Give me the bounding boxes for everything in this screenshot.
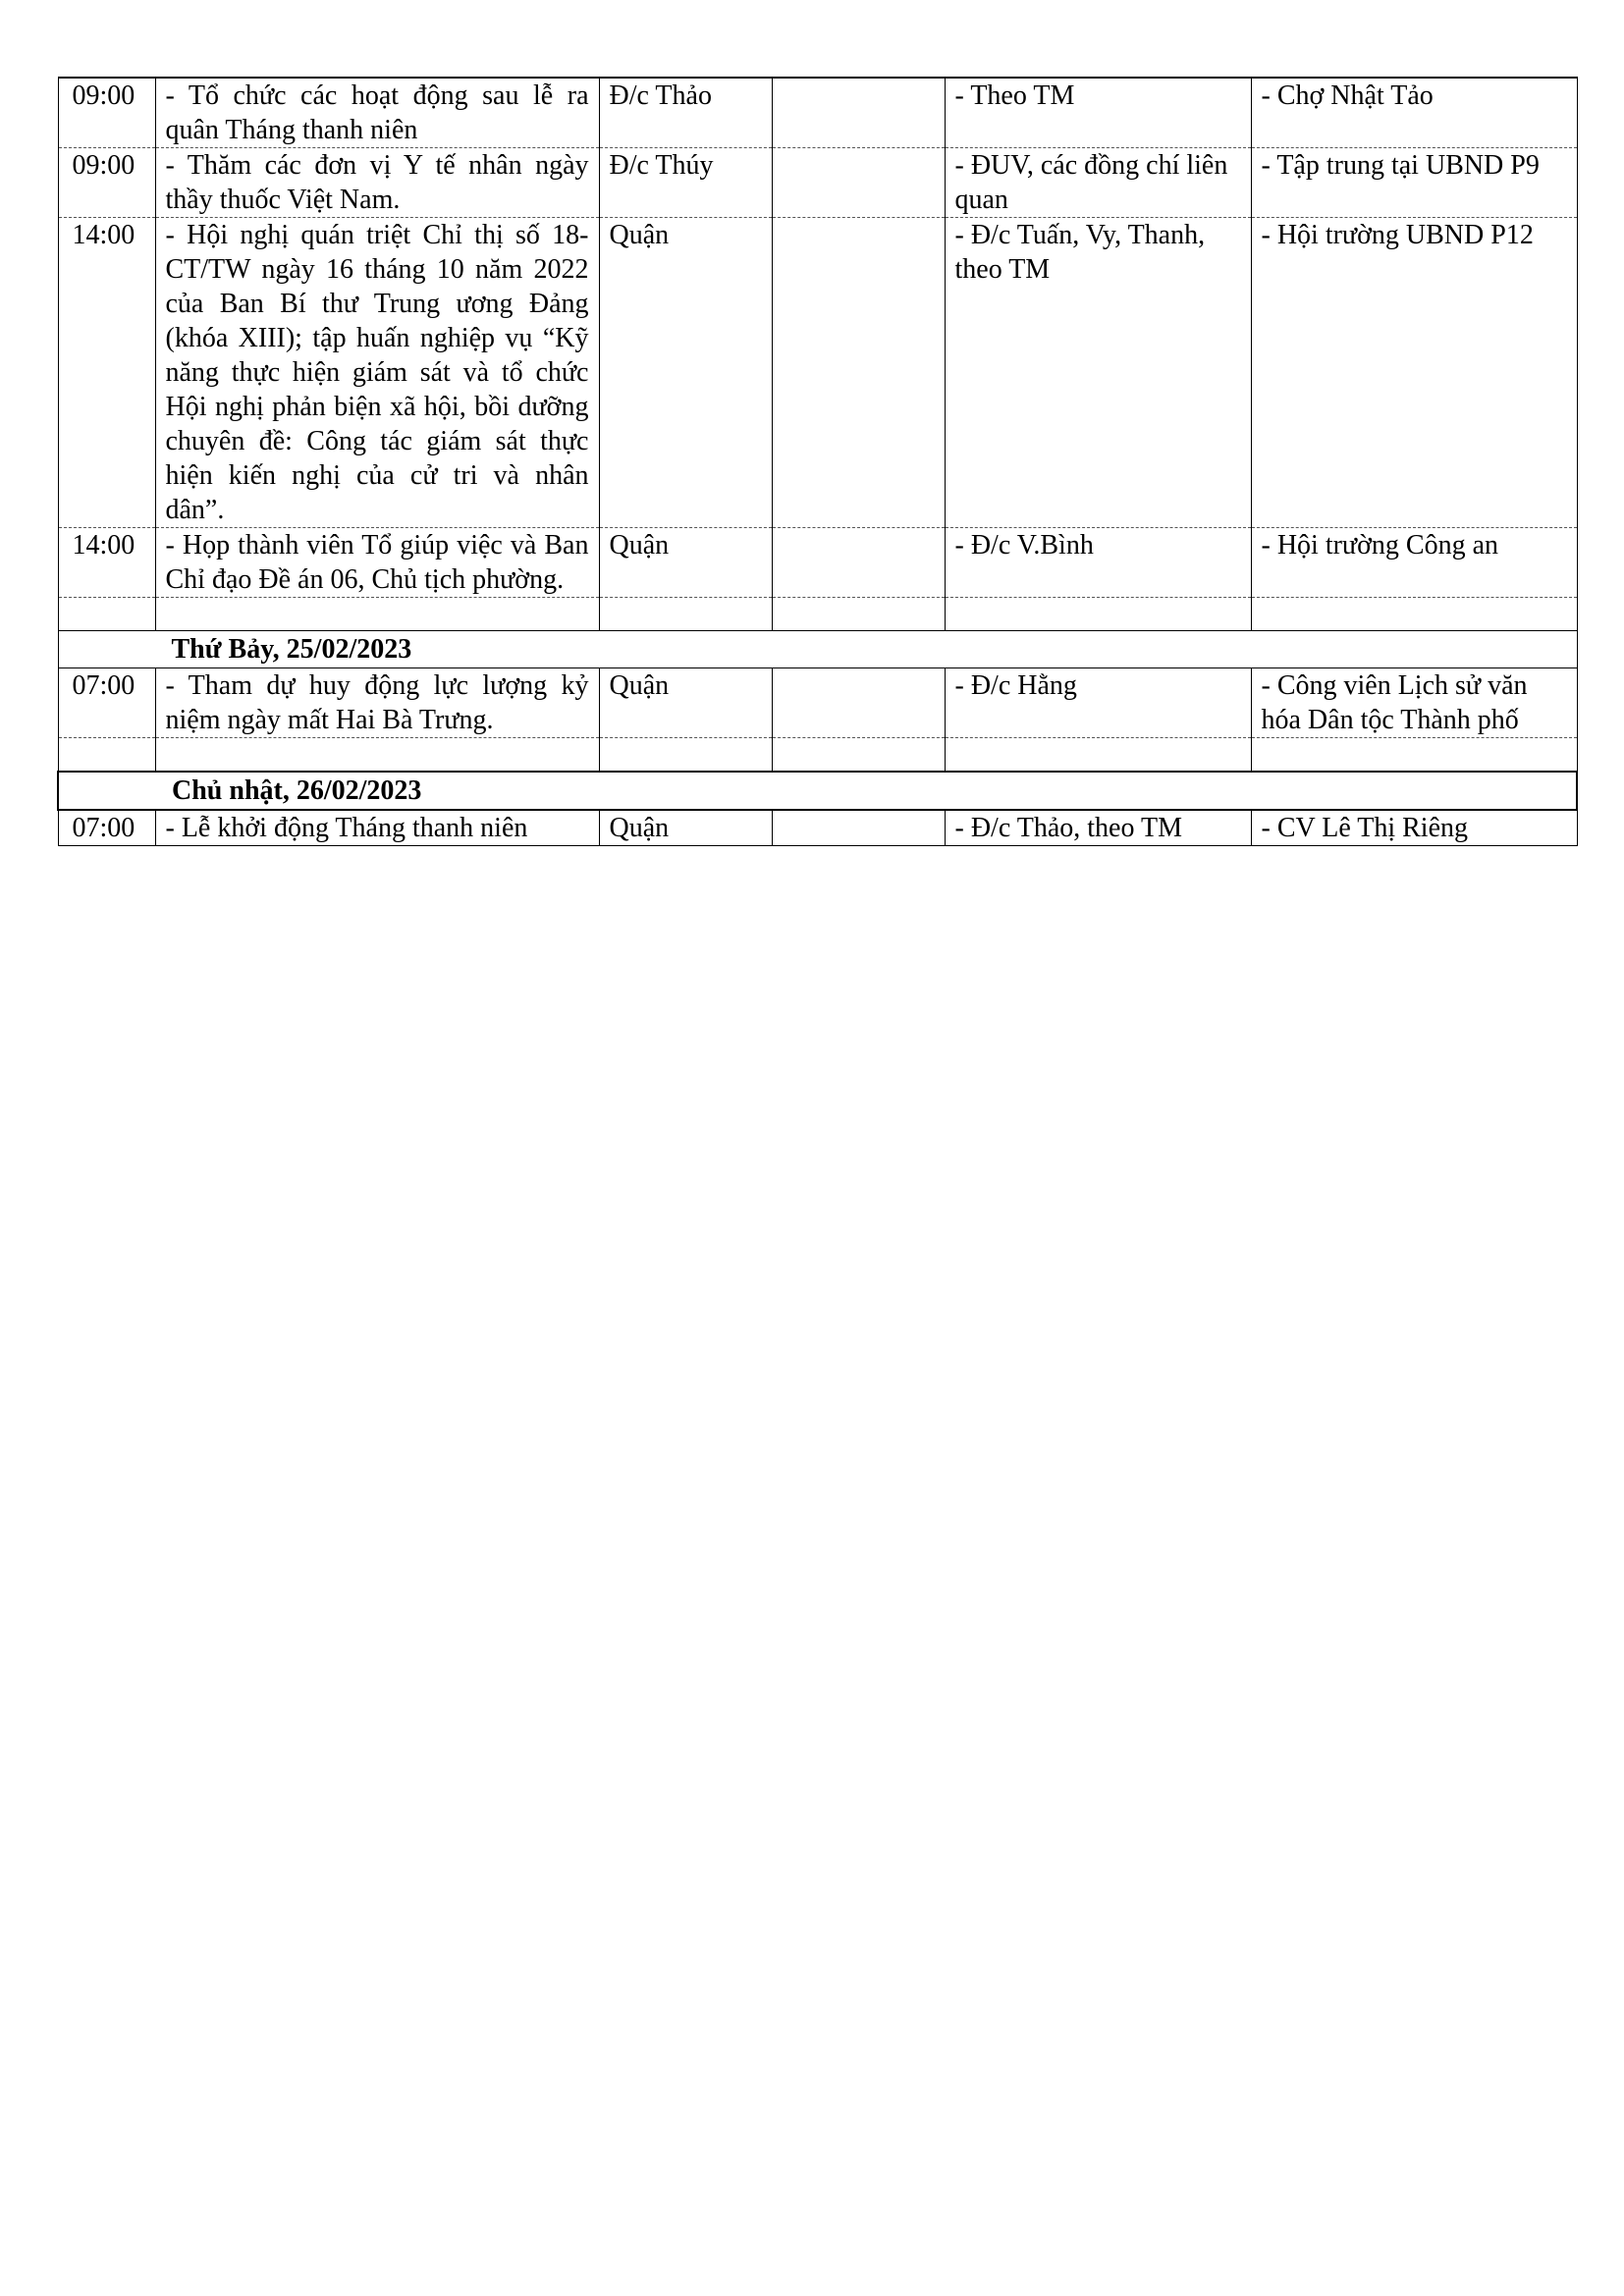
participants-cell: - Theo TM <box>945 78 1251 148</box>
empty-row <box>58 738 1577 773</box>
location-cell <box>1251 738 1577 773</box>
location-cell: - Tập trung tại UBND P9 <box>1251 148 1577 218</box>
blank-cell <box>772 78 945 148</box>
time-cell <box>58 738 155 773</box>
location-cell: - CV Lê Thị Riêng <box>1251 810 1577 846</box>
lead-cell: Đ/c Thúy <box>599 148 772 218</box>
participants-cell <box>945 738 1251 773</box>
lead-cell: Đ/c Thảo <box>599 78 772 148</box>
time-cell: 09:00 <box>58 148 155 218</box>
location-cell: - Công viên Lịch sử văn hóa Dân tộc Thành phố <box>1251 668 1577 738</box>
location-cell: - Chợ Nhật Tảo <box>1251 78 1577 148</box>
day-header-row <box>58 631 1577 668</box>
location-cell: - Hội trường UBND P12 <box>1251 218 1577 528</box>
schedule-body <box>58 78 1577 846</box>
activity-cell <box>155 598 599 631</box>
blank-cell <box>772 738 945 773</box>
activity-cell <box>155 738 599 773</box>
time-cell <box>58 598 155 631</box>
empty-row <box>58 598 1577 631</box>
participants-cell: - Đ/c Hằng <box>945 668 1251 738</box>
blank-cell <box>772 148 945 218</box>
time-cell: 09:00 <box>58 78 155 148</box>
blank-cell <box>772 598 945 631</box>
table-row <box>58 810 1577 846</box>
participants-cell: - Đ/c Thảo, theo TM <box>945 810 1251 846</box>
lead-cell: Quận <box>599 810 772 846</box>
lead-cell <box>599 738 772 773</box>
table-row <box>58 148 1577 218</box>
blank-cell <box>772 528 945 598</box>
participants-cell: - Đ/c Tuấn, Vy, Thanh, theo TM <box>945 218 1251 528</box>
time-cell: 07:00 <box>58 668 155 738</box>
activity-cell: - Lễ khởi động Tháng thanh niên <box>155 810 599 846</box>
blank-cell <box>772 810 945 846</box>
time-cell: 14:00 <box>58 218 155 528</box>
time-cell: 07:00 <box>58 810 155 846</box>
activity-cell: - Tổ chức các hoạt động sau lễ ra quân Tháng thanh niên <box>155 78 599 148</box>
table-row <box>58 668 1577 738</box>
schedule-table <box>57 77 1578 846</box>
table-row <box>58 528 1577 598</box>
lead-cell <box>599 598 772 631</box>
lead-cell: Quận <box>599 218 772 528</box>
day-header-row <box>58 772 1577 810</box>
activity-cell: - Tham dự huy động lực lượng kỷ niệm ngày mất Hai Bà Trưng. <box>155 668 599 738</box>
activity-cell: - Họp thành viên Tổ giúp việc và Ban Chỉ đạo Đề án 06, Chủ tịch phường. <box>155 528 599 598</box>
lead-cell: Quận <box>599 528 772 598</box>
lead-cell: Quận <box>599 668 772 738</box>
participants-cell: - ĐUV, các đồng chí liên quan <box>945 148 1251 218</box>
location-cell: - Hội trường Công an <box>1251 528 1577 598</box>
participants-cell <box>945 598 1251 631</box>
activity-cell: - Hội nghị quán triệt Chỉ thị số 18-CT/TW ngày 16 tháng 10 năm 2022 của Ban Bí thư Trung ương Đảng (khóa XIII); tập huấn nghiệp vụ “Kỹ năng thực hiện giám sát và tổ chức Hội nghị phản biện xã hội, bồi dưỡng chuyên đề: Công tác giám sát thực hiện kiến nghị của cử tri và nhân dân”. <box>155 218 599 528</box>
blank-cell <box>772 218 945 528</box>
day-header: Thứ Bảy, 25/02/2023 <box>58 631 1577 668</box>
table-row <box>58 78 1577 148</box>
time-cell: 14:00 <box>58 528 155 598</box>
activity-cell: - Thăm các đơn vị Y tế nhân ngày thầy thuốc Việt Nam. <box>155 148 599 218</box>
day-header: Chủ nhật, 26/02/2023 <box>58 772 1577 810</box>
table-row <box>58 218 1577 528</box>
participants-cell: - Đ/c V.Bình <box>945 528 1251 598</box>
location-cell <box>1251 598 1577 631</box>
blank-cell <box>772 668 945 738</box>
